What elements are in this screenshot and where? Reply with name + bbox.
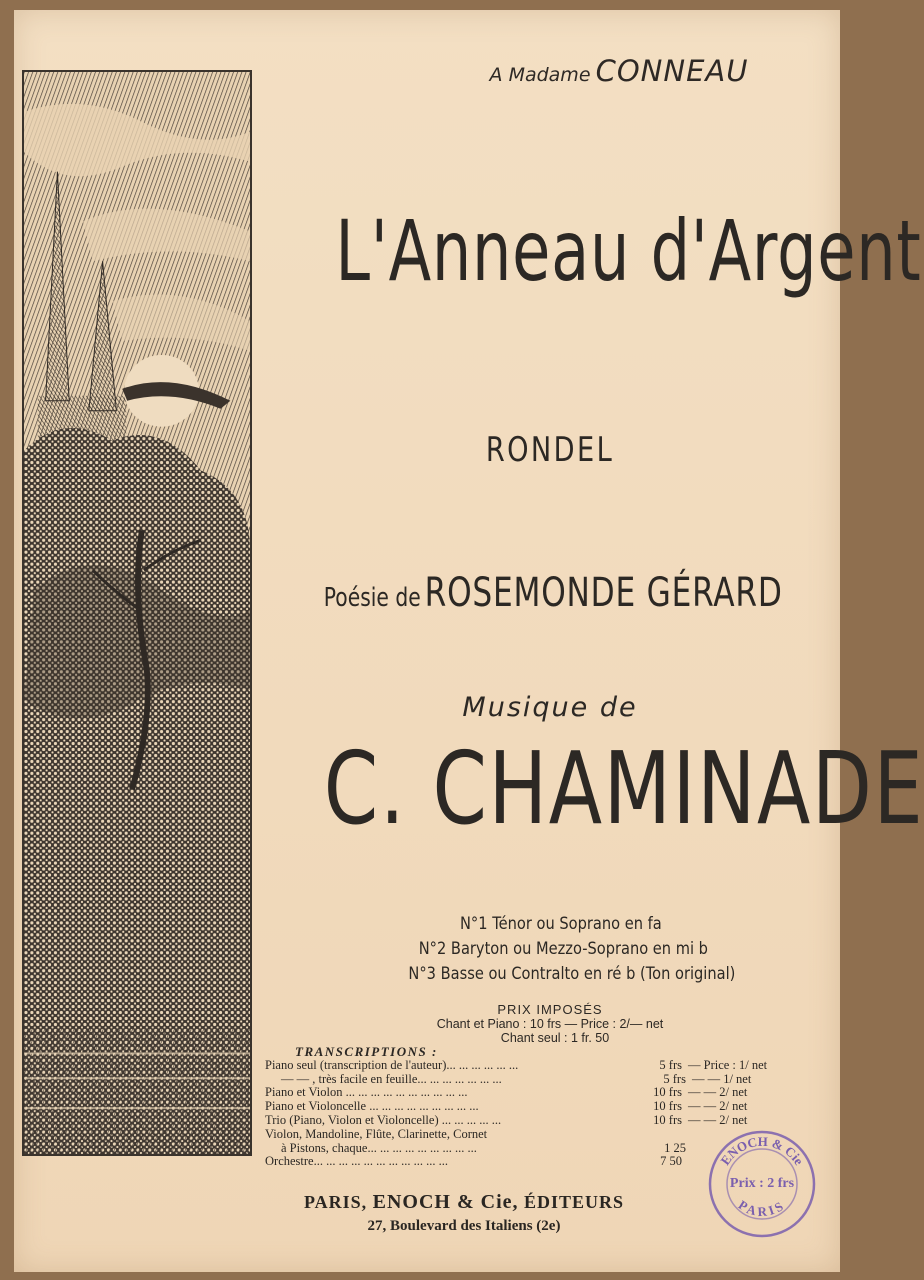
price-stamp [706,1128,818,1240]
transcription-label: Piano seul (transcription de l'auteur)... ... ... ... ... ... [265,1057,519,1072]
poet-prefix: Poésie de [323,583,421,613]
publisher-name: ENOCH & Cie, [372,1191,519,1213]
voice-edition-3: N°3 Basse ou Contralto en ré b (Ton original) [408,964,736,984]
voice-edition-2: N°2 Baryton ou Mezzo-Soprano en mi b [418,939,708,959]
voice-edition-1: N°1 Ténor ou Soprano en fa [460,914,662,934]
transcription-label: Violon, Mandoline, Flûte, Clarinette, Cornet [265,1126,488,1141]
song-subtitle: RONDEL [485,430,615,470]
publisher [174,1191,754,1214]
prices-block [260,1002,840,1045]
transcription-net: — — 2/ net [688,1099,748,1114]
publisher-city: PARIS, [303,1192,368,1212]
transcription-price: 5 frs [659,1057,682,1072]
stamp-price: Prix : 2 frs [729,1176,795,1191]
music-credit-label: Musique de [462,692,638,723]
voice-editions [374,912,735,987]
stamp-bottom-text: PARIS [735,1197,789,1220]
list-item [265,1100,825,1114]
transcription-net: — — 2/ net [688,1112,748,1127]
song-title: L'Anneau d'Argent [335,202,922,300]
transcription-price: 10 frs [653,1099,682,1114]
poet-name: ROSEMONDE GÉRARD [424,570,783,616]
transcription-label: Orchestre... ... ... ... ... ... ... ... ... ... ... [265,1154,448,1169]
svg-text:ENOCH & Cie [717,1134,806,1168]
sheet-music-cover [14,10,924,1272]
engraved-landscape-illustration [22,70,252,1156]
price-chant-piano: Chant et Piano : 10 frs — Price : 2/— net [436,1017,664,1031]
transcription-label: Piano et Violoncelle ... ... ... ... ... ... ... ... ... [265,1099,479,1114]
transcription-price: 10 frs [653,1112,682,1127]
list-item [265,1114,825,1128]
price-chant-seul: Chant seul : 1 fr. 50 [500,1031,610,1045]
transcription-label: Piano et Violon ... ... ... ... ... ... ... ... ... ... [265,1085,468,1100]
transcription-label: — — , très facile en feuille... ... ... ... ... ... ... [281,1071,502,1086]
transcription-label: Trio (Piano, Violon et Violoncelle) ... ... ... ... ... [265,1112,502,1127]
transcription-price: 7 50 [660,1154,682,1169]
dedication-prefix: A Madame [489,64,591,86]
transcription-label: à Pistons, chaque... ... ... ... ... ... ... ... ... [281,1140,477,1155]
publisher-role: ÉDITEURS [524,1192,625,1212]
dedication-name: CONNEAU [595,54,749,88]
transcription-net: — — 2/ net [688,1085,748,1100]
list-item [265,1086,825,1100]
transcription-price: 10 frs [653,1085,682,1100]
transcription-price: 5 frs [663,1071,686,1086]
transcription-price: 1 25 [664,1140,686,1155]
publisher-address: 27, Boulevard des Italiens (2e) [367,1218,561,1234]
transcription-net: — Price : 1/ net [688,1057,768,1072]
stamp-top-text: ENOCH & Cie [717,1133,807,1168]
dedication [454,54,784,88]
prices-heading: PRIX IMPOSÉS [497,1002,603,1017]
list-item [265,1073,825,1087]
engraving-art [24,72,250,1154]
poet-credit [323,570,783,616]
list-item [265,1059,825,1073]
transcription-net: — — 1/ net [691,1071,752,1086]
svg-text:PARIS [736,1197,789,1219]
composer-name: C. CHAMINADE [323,730,924,847]
transcriptions-heading: TRANSCRIPTIONS : [295,1044,438,1059]
